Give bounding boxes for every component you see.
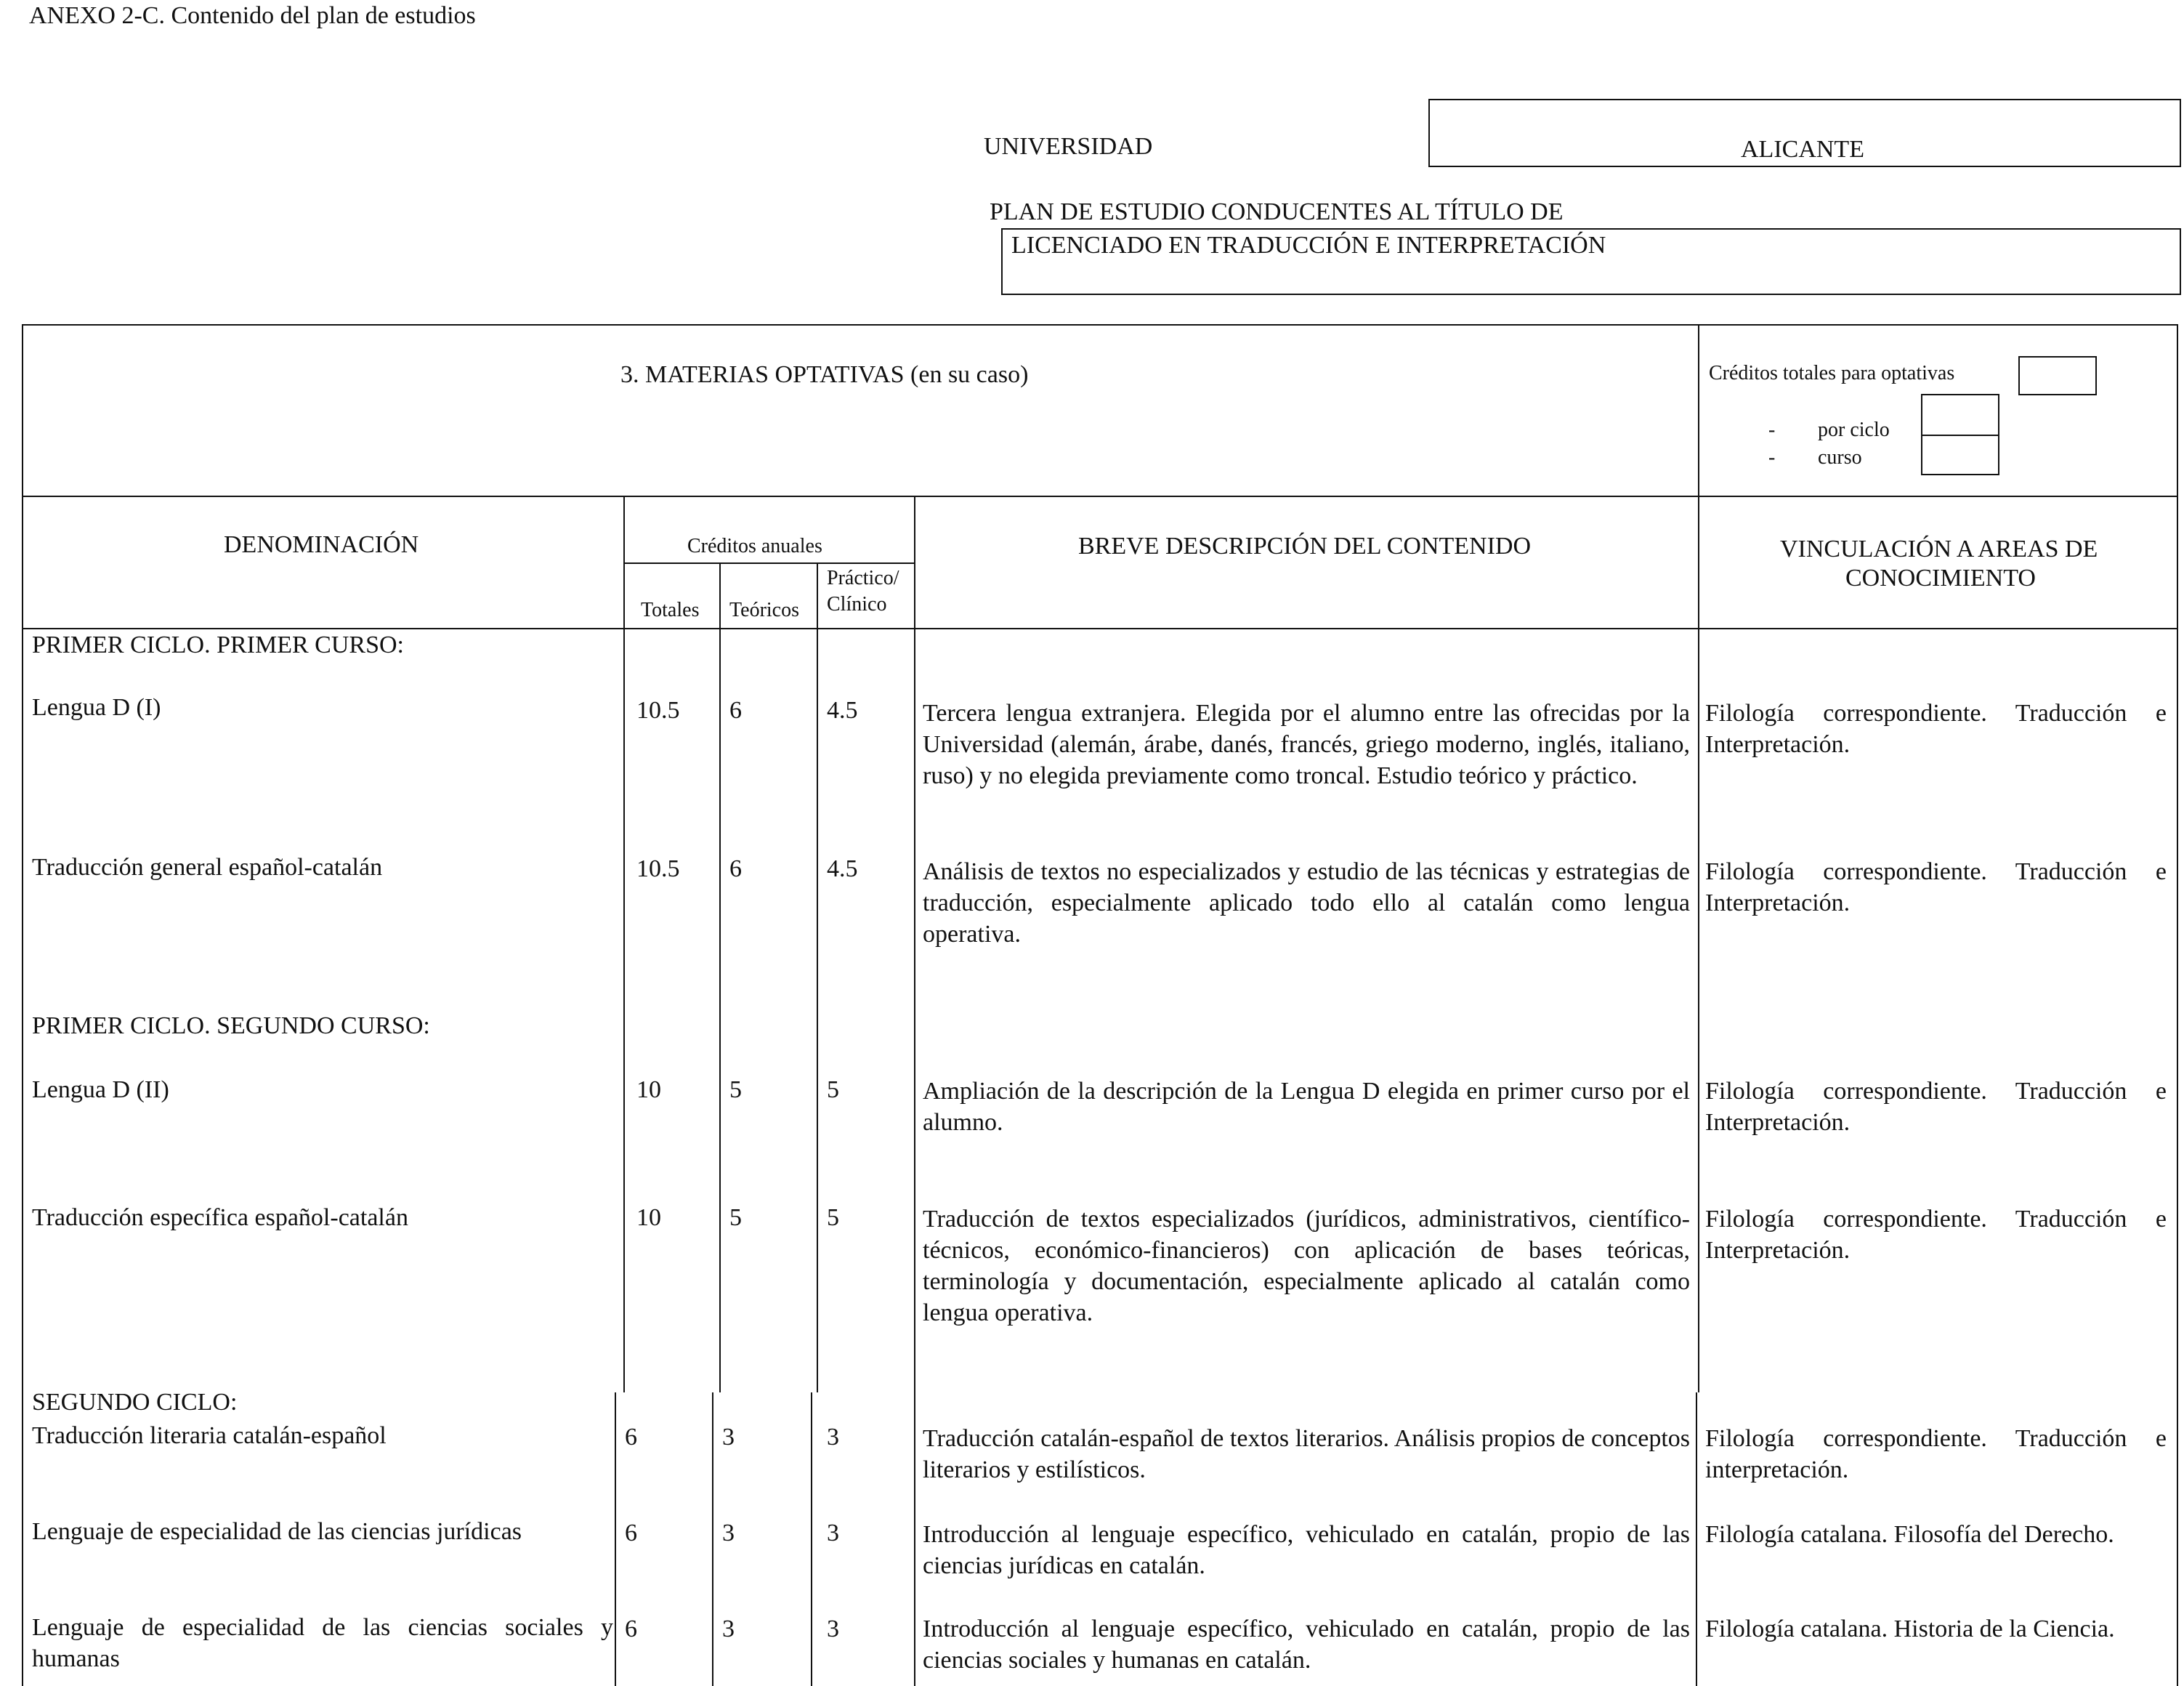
plan-box (1001, 228, 2181, 295)
header-denominacion: DENOMINACIÓN (224, 531, 419, 558)
credits-teoricos: 5 (729, 1076, 742, 1103)
credits-totales: 6 (625, 1616, 637, 1642)
header-breve-descripcion: BREVE DESCRIPCIÓN DEL CONTENIDO (1078, 533, 1532, 560)
credits-practicos: 3 (827, 1424, 839, 1451)
credits-teoricos: 5 (729, 1204, 742, 1231)
subject-vinculacion: Filología correspondiente. Traducción e Interpretación. (1705, 1206, 2167, 1264)
subject-vinculacion: Filología correspondiente. Traducción e interpretación. (1705, 1425, 2167, 1483)
per-cycle-box (1921, 394, 1999, 475)
credits-teoricos: 3 (722, 1424, 735, 1451)
subject-description: Tercera lengua extranjera. Elegida por el alumno entre las ofrecidas por la Universidad (alemán, árabe, danés, francés, griego moderno, inglés, italiano, ruso) y no elegida previamente como troncal. Estudio teórico y práctico. (923, 700, 1690, 789)
subject-description: Ampliación de la descripción de la Lengua D elegida en primer curso por el alumno. (923, 1078, 1690, 1136)
header-vinculacion-1: VINCULACIÓN A AREAS DE (1780, 536, 2098, 562)
credits-teoricos: 6 (729, 855, 742, 882)
subject-vinculacion: Filología correspondiente. Traducción e Interpretación. (1705, 700, 2167, 758)
header-practico: Práctico/ (827, 567, 899, 589)
credits-totales: 10.5 (636, 855, 680, 882)
credits-practicos: 3 (827, 1616, 839, 1642)
annex-title: ANEXO 2-C. Contenido del plan de estudios (29, 2, 476, 29)
group-heading: SEGUNDO CICLO: (32, 1389, 238, 1416)
credits-total-box (2018, 356, 2097, 395)
credits-teoricos: 3 (722, 1616, 735, 1642)
plan-label: PLAN DE ESTUDIO CONDUCENTES AL TÍTULO DE (990, 198, 1564, 225)
subject-vinculacion: Filología catalana. Filosofía del Derecho. (1705, 1521, 2114, 1548)
dash-2: - (1768, 446, 1776, 469)
dash-1: - (1768, 419, 1776, 441)
subject-description: Análisis de textos no especializados y estudio de las técnicas y estrategias de traducción, especialmente aplicado todo ello al catalán como lengua operativa. (923, 858, 1690, 948)
header-teoricos: Teóricos (729, 599, 800, 621)
credits-totales: 6 (625, 1424, 637, 1451)
university-label: UNIVERSIDAD (984, 133, 1153, 160)
credits-practicos: 3 (827, 1520, 839, 1546)
credits-totales: 10 (636, 1204, 661, 1231)
university-value: ALICANTE (1741, 136, 1864, 163)
subject-vinculacion: Filología correspondiente. Traducción e Interpretación. (1705, 1078, 2167, 1136)
plan-value: LICENCIADO EN TRADUCCIÓN E INTERPRETACIÓN (1011, 232, 1606, 259)
section-title: 3. MATERIAS OPTATIVAS (en su caso) (620, 361, 1029, 388)
subject-name: Lenguaje de especialidad de las ciencias sociales y humanas (32, 1614, 613, 1672)
subject-name: Lenguaje de especialidad de las ciencias jurídicas (32, 1518, 522, 1545)
subject-description: Traducción de textos especializados (jurídicos, administrativos, científico-técnicos, económico-financieros) con aplicación de bases teóricas, terminología y documentación, especialmente aplicado al catalán como lengua operativa. (923, 1206, 1690, 1326)
credits-practicos: 5 (827, 1204, 839, 1231)
header-totales: Totales (641, 599, 700, 621)
subject-name: Traducción general español-catalán (32, 854, 383, 881)
header-clinico: Clínico (827, 593, 887, 616)
credits-practicos: 4.5 (827, 697, 858, 724)
credits-practicos: 4.5 (827, 855, 858, 882)
subject-description: Traducción catalán-español de textos literarios. Análisis propios de conceptos literarios y estilísticos. (923, 1425, 1690, 1483)
credits-totales: 10.5 (636, 697, 680, 724)
header-vinculacion-2: CONOCIMIENTO (1845, 565, 2036, 592)
subject-description: Introducción al lenguaje específico, vehiculado en catalán, propio de las ciencias sociales y humanas en catalán. (923, 1616, 1690, 1674)
credits-teoricos: 3 (722, 1520, 735, 1546)
subject-description: Introducción al lenguaje específico, vehiculado en catalán, propio de las ciencias jurídicas en catalán. (923, 1521, 1690, 1579)
credits-teoricos: 6 (729, 697, 742, 724)
header-creditos-anuales: Créditos anuales (687, 535, 822, 557)
university-box (1428, 99, 2181, 167)
subject-vinculacion: Filología catalana. Historia de la Ciencia. (1705, 1616, 2115, 1642)
credits-totales: 10 (636, 1076, 661, 1103)
course-label: curso (1818, 446, 1862, 469)
subject-vinculacion: Filología correspondiente. Traducción e Interpretación. (1705, 858, 2167, 916)
subject-name: Traducción específica español-catalán (32, 1204, 408, 1231)
credits-total-label: Créditos totales para optativas (1709, 362, 1955, 384)
group-heading: PRIMER CICLO. SEGUNDO CURSO: (32, 1012, 430, 1039)
subject-name: Lengua D (I) (32, 694, 161, 721)
subject-name: Lengua D (II) (32, 1076, 169, 1103)
credits-practicos: 5 (827, 1076, 839, 1103)
per-cycle-label: por ciclo (1818, 419, 1890, 441)
subject-name: Traducción literaria catalán-español (32, 1422, 387, 1449)
group-heading: PRIMER CICLO. PRIMER CURSO: (32, 632, 404, 658)
credits-totales: 6 (625, 1520, 637, 1546)
